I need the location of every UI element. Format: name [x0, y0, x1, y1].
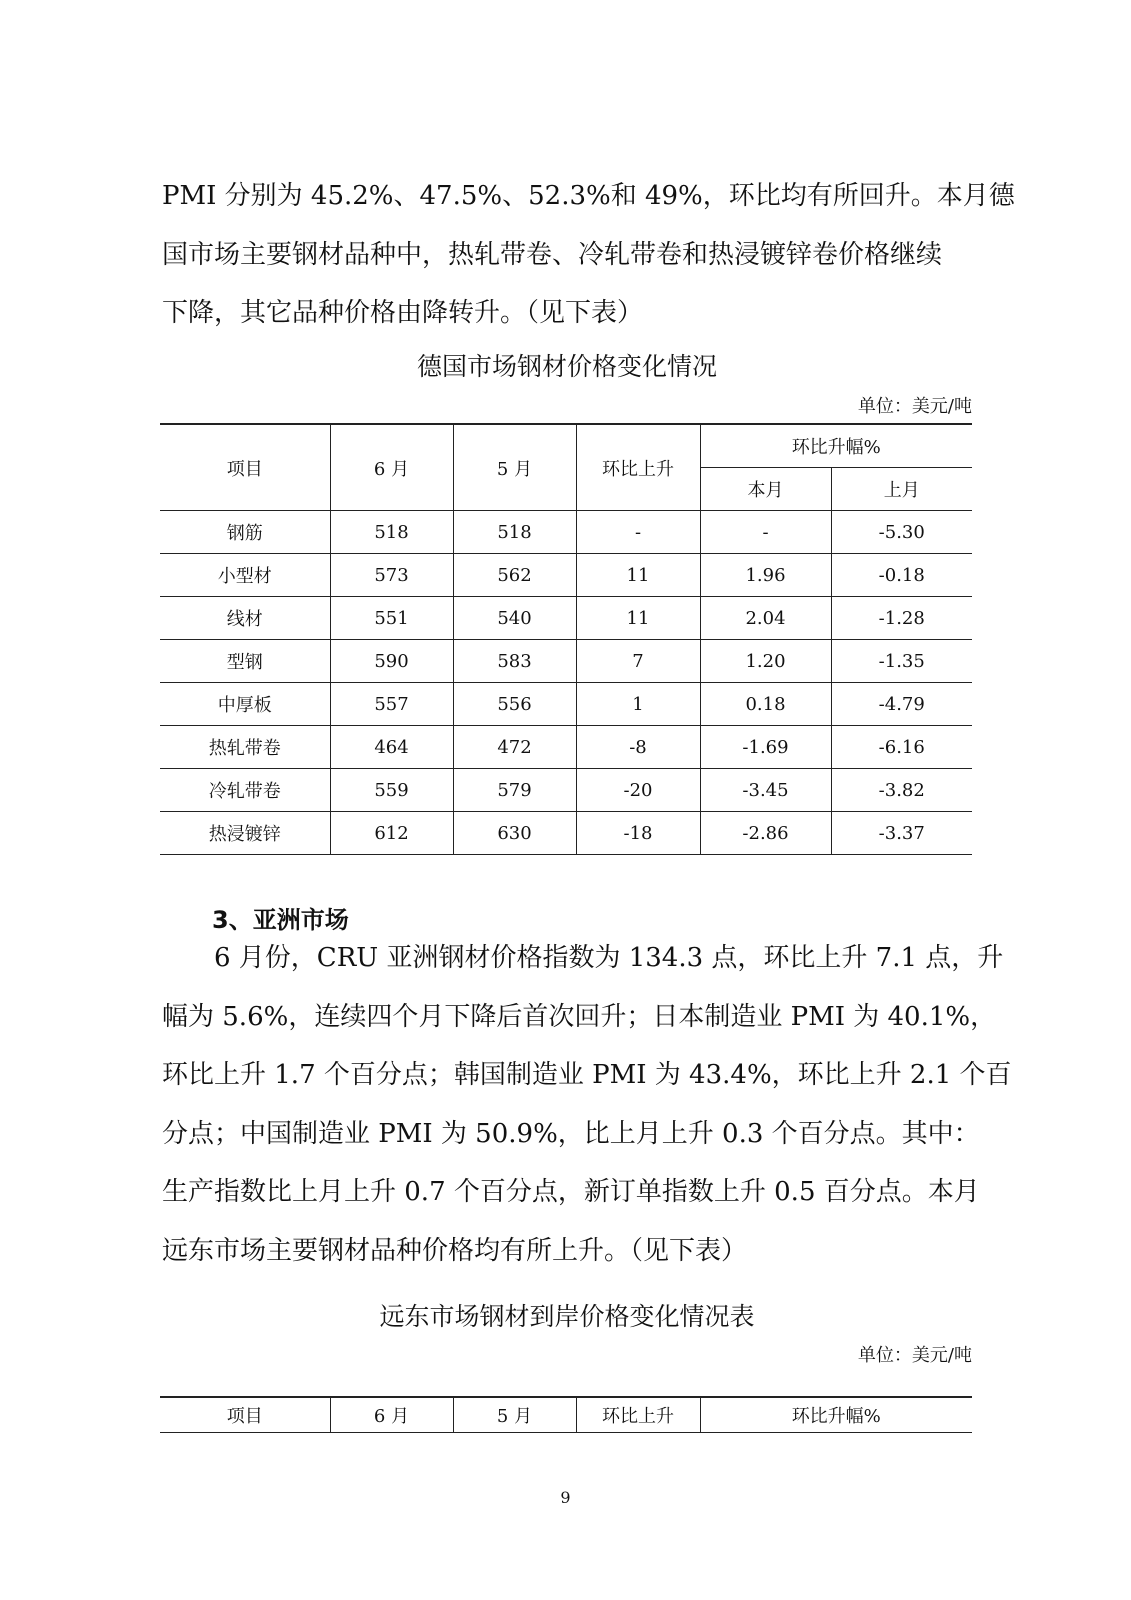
table1-unit: 单位：美元/吨 — [857, 396, 972, 417]
cell-mom-rise: -20 — [576, 769, 700, 812]
header-mom-pct: 环比升幅% — [700, 424, 972, 468]
cell-item: 热轧带卷 — [160, 726, 330, 769]
text-line: 6 月份，CRU 亚洲钢材价格指数为 134.3 点，环比上升 7.1 点，升 — [214, 943, 1004, 973]
cell-last-month: -3.82 — [831, 769, 972, 812]
cell-june: 590 — [330, 640, 453, 683]
table-row — [160, 726, 972, 769]
cell-this-month: 1.20 — [700, 640, 831, 683]
cell-mom-rise: 11 — [576, 597, 700, 640]
cell-item: 中厚板 — [160, 683, 330, 726]
table-row — [160, 511, 972, 554]
cell-june: 464 — [330, 726, 453, 769]
header-mom-rise: 环比上升 — [576, 424, 700, 511]
text-line: 下降，其它品种价格由降转升。（见下表） — [162, 298, 644, 328]
cell-this-month: - — [700, 511, 831, 554]
cell-may: 630 — [453, 812, 576, 855]
cell-last-month: -4.79 — [831, 683, 972, 726]
table-row — [160, 554, 972, 597]
header-june: 6 月 — [330, 1397, 453, 1433]
cell-last-month: -1.28 — [831, 597, 972, 640]
cell-item: 热浸镀锌 — [160, 812, 330, 855]
text-line: 环比上升 1.7 个百分点；韩国制造业 PMI 为 43.4%，环比上升 2.1 个百 — [162, 1060, 1012, 1090]
table-row — [160, 812, 972, 855]
header-this-month: 本月 — [700, 468, 831, 511]
table2-unit: 单位：美元/吨 — [857, 1345, 972, 1366]
cell-last-month: -1.35 — [831, 640, 972, 683]
header-mom-rise: 环比上升 — [576, 1397, 700, 1433]
cell-may: 583 — [453, 640, 576, 683]
cell-mom-rise: 7 — [576, 640, 700, 683]
table-row — [160, 769, 972, 812]
cell-this-month: 1.96 — [700, 554, 831, 597]
header-last-month: 上月 — [831, 468, 972, 511]
far-east-price-table — [160, 1396, 972, 1433]
table-row — [160, 597, 972, 640]
text-line: 幅为 5.6%，连续四个月下降后首次回升；日本制造业 PMI 为 40.1%， — [162, 1001, 997, 1032]
cell-last-month: -6.16 — [831, 726, 972, 769]
cell-item: 型钢 — [160, 640, 330, 683]
cell-may: 562 — [453, 554, 576, 597]
table-row — [160, 640, 972, 683]
cell-last-month: -3.37 — [831, 812, 972, 855]
cell-item: 冷轧带卷 — [160, 769, 330, 812]
cell-june: 557 — [330, 683, 453, 726]
cell-may: 556 — [453, 683, 576, 726]
cell-june: 612 — [330, 812, 453, 855]
cell-may: 579 — [453, 769, 576, 812]
paragraph-asia-market — [162, 929, 1012, 1280]
cell-item: 小型材 — [160, 554, 330, 597]
cell-last-month: -0.18 — [831, 554, 972, 597]
text-line: 分点；中国制造业 PMI 为 50.9%，比上月上升 0.3 个百分点。其中： — [162, 1118, 980, 1149]
cell-last-month: -5.30 — [831, 511, 972, 554]
cell-may: 518 — [453, 511, 576, 554]
cell-item: 钢筋 — [160, 511, 330, 554]
cell-june: 551 — [330, 597, 453, 640]
cell-this-month: 0.18 — [700, 683, 831, 726]
header-may: 5 月 — [453, 424, 576, 511]
text-line: 国市场主要钢材品种中，热轧带卷、冷轧带卷和热浸镀锌卷价格继续 — [162, 239, 943, 270]
page-number: 9 — [560, 1488, 571, 1507]
cell-june: 573 — [330, 554, 453, 597]
cell-mom-rise: - — [576, 511, 700, 554]
section-heading-asia: 3、亚洲市场 — [212, 906, 349, 934]
cell-this-month: -2.86 — [700, 812, 831, 855]
cell-item: 线材 — [160, 597, 330, 640]
text-line: 远东市场主要钢材品种价格均有所上升。（见下表） — [162, 1235, 748, 1266]
table-row — [160, 683, 972, 726]
header-mom-pct: 环比升幅% — [700, 1397, 972, 1433]
paragraph-germany-pmi — [162, 167, 1015, 343]
cell-mom-rise: -18 — [576, 812, 700, 855]
cell-this-month: 2.04 — [700, 597, 831, 640]
header-may: 5 月 — [453, 1397, 576, 1433]
cell-may: 540 — [453, 597, 576, 640]
germany-price-table — [160, 423, 972, 855]
table1-caption: 德国市场钢材价格变化情况 — [416, 352, 717, 381]
cell-mom-rise: 1 — [576, 683, 700, 726]
header-item: 项目 — [226, 458, 263, 480]
cell-june: 559 — [330, 769, 453, 812]
text-line: 生产指数比上月上升 0.7 个百分点，新订单指数上升 0.5 百分点。本月 — [162, 1177, 980, 1207]
cell-mom-rise: 11 — [576, 554, 700, 597]
cell-this-month: -1.69 — [700, 726, 831, 769]
cell-may: 472 — [453, 726, 576, 769]
cell-this-month: -3.45 — [700, 769, 831, 812]
text-line: PMI 分别为 45.2%、47.5%、52.3%和 49%，环比均有所回升。本月德 — [162, 181, 1015, 211]
header-june: 6 月 — [330, 424, 453, 511]
cell-june: 518 — [330, 511, 453, 554]
header-item: 项目 — [226, 1406, 263, 1427]
table2-caption: 远东市场钢材到岸价格变化情况表 — [379, 1302, 755, 1331]
cell-mom-rise: -8 — [576, 726, 700, 769]
